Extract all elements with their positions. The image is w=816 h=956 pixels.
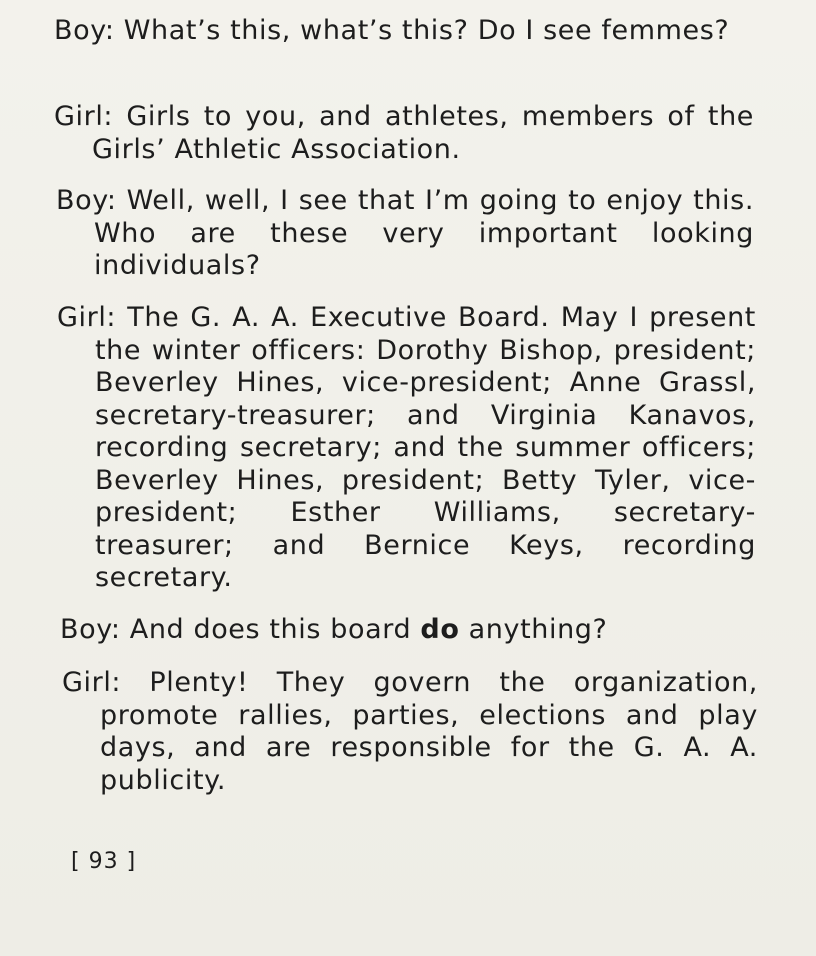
dialogue-text-before: And does this board xyxy=(129,614,412,645)
emphasized-word: do xyxy=(420,614,460,645)
dialogue-line-boy-3 xyxy=(60,614,756,647)
speaker-label: Girl: xyxy=(57,302,117,333)
dialogue-text: The G. A. A. Executive Board. May I present the winter officers: Dorothy Bishop, president; Beverley Hines, vice-president; Anne Grassl, secretary-treasurer; and Virginia Kanavos, recording secretary; and the summer officers; Beverley Hines, president; Betty Tyler, vice-president; Esther Williams, secretary-treasurer; and Bernice Keys, recording secretary. xyxy=(95,302,756,593)
speaker-label: Boy: xyxy=(56,185,117,216)
dialogue-line-girl-3 xyxy=(62,667,758,797)
dialogue-text: Well, well, I see that I’m going to enjoy this. Who are these very important looking individuals? xyxy=(94,185,754,281)
dialogue-text: Plenty! They govern the organization, promote rallies, parties, elections and play days, and are responsible for the G. A. A. publicity. xyxy=(100,667,758,796)
speaker-label: Boy: xyxy=(60,614,121,645)
speaker-label: Girl: xyxy=(62,667,122,698)
dialogue-line-boy-1 xyxy=(54,15,754,48)
dialogue-text: Girls to you, and athletes, members of the Girls’ Athletic Association. xyxy=(92,101,755,165)
page-number: [ 93 ] xyxy=(71,849,137,874)
dialogue-text-after: anything? xyxy=(468,614,608,645)
dialogue-line-girl-2 xyxy=(57,302,756,595)
dialogue-text: What’s this, what’s this? Do I see femmes? xyxy=(123,15,730,46)
speaker-label: Girl: xyxy=(54,101,114,132)
speaker-label: Boy: xyxy=(54,15,115,46)
dialogue-line-girl-1 xyxy=(54,101,754,166)
dialogue-line-boy-2 xyxy=(56,185,754,283)
